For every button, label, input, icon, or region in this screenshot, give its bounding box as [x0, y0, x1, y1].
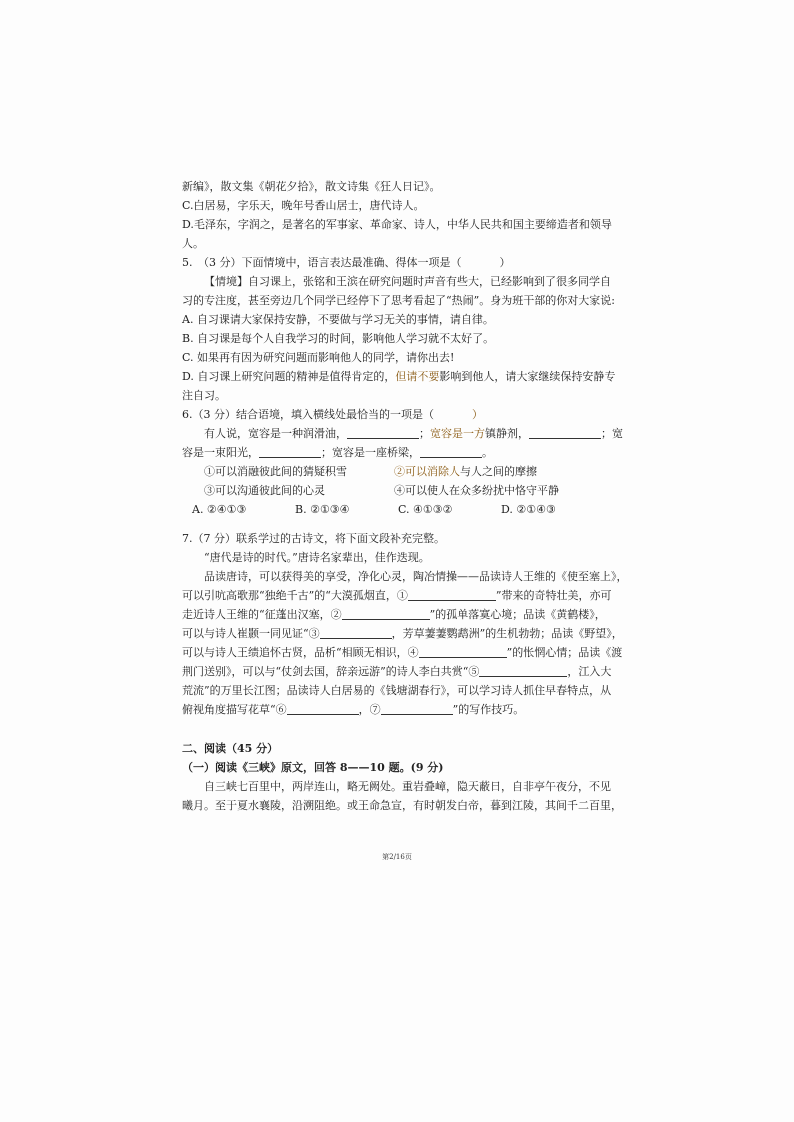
q6-option-c: C. ④①③②: [398, 503, 453, 516]
q5-option-d-text-end: 影响到他人，请大家继续保持安静专: [439, 370, 616, 383]
q7-text: ”的怅惘心情；品读《渡: [506, 646, 623, 659]
q6-text: 镇静剂，: [485, 427, 529, 440]
q6-option-b: B. ②①③④: [295, 503, 350, 516]
q6-text: ；: [419, 427, 430, 440]
question-5-stem: [182, 253, 618, 272]
q6-highlight: 宽容是一方: [430, 427, 485, 440]
text-line: C.白居易，字乐天，晚年号香山居士，唐代诗人。: [182, 199, 425, 212]
q7-text: 荆门送别》，可以与“仗剑去国，辞亲远游”的诗人李白共赏“⑤: [182, 665, 480, 678]
answer-blank[interactable]: [381, 702, 453, 715]
answer-blank[interactable]: [479, 664, 567, 677]
q7-text: 可以与诗人王绩追怀古贤，品析“相顾无相识，④: [182, 646, 419, 659]
question-6-stem: [182, 405, 618, 424]
q6-choice-1: ①可以消融彼此间的猜疑积雪: [204, 465, 347, 478]
q5-option-d-highlight: 但请不要: [395, 370, 440, 383]
subsection-title: （一）阅读《三峡》原文，回答 8——10 题。(9 分): [182, 761, 444, 774]
q6-text: 有人说，宽容是一种润滑油，: [204, 427, 347, 440]
q6-text: 容是一束阳光，: [182, 446, 259, 459]
q6-choice-2-highlight: ②可以消除人: [394, 465, 460, 478]
q6-text: ；宽: [601, 427, 623, 440]
q6-choice-2-text: 与人之间的摩擦: [460, 465, 537, 478]
q6-choice-2: [394, 462, 537, 481]
q7-text: ，⑦: [358, 703, 381, 716]
q7-text: ”的孤单落寞心境；品读《黄鹤楼》，: [429, 608, 606, 621]
q7-line: “唐代是诗的时代。”唐诗名家辈出，佳作迭现。: [204, 551, 430, 564]
q5-stem-text: 5. （3 分）下面情境中，语言表达最准确、得体一项是（: [182, 256, 462, 269]
q7-line: [182, 662, 618, 681]
q7-line: [182, 605, 618, 624]
answer-blank[interactable]: [408, 588, 496, 601]
q6-sentence-line: [182, 424, 623, 443]
q6-option-a: A. ②④①③: [192, 503, 247, 516]
answer-blank[interactable]: [419, 645, 507, 658]
page-number: 第2/16页: [382, 853, 412, 861]
q7-text: 可以与诗人崔颢一同见证“③: [182, 627, 320, 640]
q7-text: ”的写作技巧。: [452, 703, 525, 716]
answer-blank[interactable]: [420, 445, 482, 458]
q7-line: [182, 624, 623, 643]
q7-text: 俯视角度描写花草“⑥: [182, 703, 287, 716]
q6-sentence-line: [182, 443, 618, 462]
question-7-stem: 7.（7 分）联系学过的古诗文，将下面文段补充完整。: [182, 532, 445, 545]
q5-stem-end: ）: [499, 256, 511, 269]
answer-blank[interactable]: [287, 702, 359, 715]
q7-line: [182, 700, 618, 719]
q6-choice-row: [182, 481, 618, 500]
text-line: 人。: [182, 237, 204, 250]
q7-line: 荒流”的万里长江图；品读诗人白居易的《钱塘湖春行》，可以学习诗人抓住早春特点，从: [182, 684, 612, 697]
q5-option-a: A. 自习课请大家保持安静，不要做与学习无关的事情，请自律。: [182, 313, 494, 326]
q5-option-c: C. 如果再有因为研究问题而影响他人的同学，请你出去!: [182, 351, 455, 364]
q7-line: [182, 643, 623, 662]
answer-blank[interactable]: [347, 426, 419, 439]
q7-text: 走近诗人王维的“征蓬出汉塞，②: [182, 608, 342, 621]
q5-context-line: 【情境】自习课上，张铭和王滨在研究问题时声音有些大，已经影响到了很多同学自: [204, 275, 611, 288]
q5-option-d: [182, 367, 618, 386]
answer-blank[interactable]: [320, 626, 392, 639]
answer-blank[interactable]: [529, 426, 601, 439]
q6-option-d: D. ②①④③: [501, 503, 556, 516]
q7-text: ，芳草萋萋鹦鹉洲”的生机勃勃；品读《野望》，: [391, 627, 623, 640]
q6-text: 。: [482, 446, 493, 459]
section-title: 二、阅读（45 分）: [182, 742, 279, 755]
answer-blank[interactable]: [342, 607, 430, 620]
q6-options: [182, 500, 618, 519]
q7-text: ”带来的奇特壮美，亦可: [495, 589, 612, 602]
q5-option-b: B. 自习课是每个人自我学习的时间，影响他人学习就不太好了。: [182, 332, 495, 345]
answer-blank[interactable]: [259, 445, 321, 458]
q5-option-d-cont: 注自习。: [182, 389, 226, 402]
passage-line: 自三峡七百里中，两岸连山，略无阙处。重岩叠嶂，隐天蔽日，自非亭午夜分，不见: [204, 780, 611, 793]
text-line: 新编》，散文集《朝花夕拾》，散文诗集《狂人日记》。: [182, 180, 441, 193]
q7-line: 品读唐诗，可以获得美的享受，净化心灵，陶冶情操——品读诗人王维的《使至塞上》，: [204, 570, 628, 583]
q6-choice-3: ③可以沟通彼此间的心灵: [204, 484, 325, 497]
q5-option-d-text: D. 自习课上研究问题的精神是值得肯定的，: [182, 370, 396, 383]
q6-choice-4: ④可以使人在众多纷扰中恪守平静: [394, 484, 559, 497]
q6-text: ；宽容是一座桥梁，: [321, 446, 420, 459]
q7-text: ，江入大: [567, 665, 612, 678]
q5-context-line: 习的专注度，甚至旁边几个同学已经停下了思考看起了“热闹”。身为班干部的你对大家说:: [182, 294, 615, 307]
passage-line: 曦月。至于夏水襄陵，沿溯阻绝。或王命急宣，有时朝发白帝，暮到江陵，其间千二百里，: [182, 799, 622, 812]
q6-choice-row: [182, 462, 618, 481]
q7-text: 可以引吭高歌那“独绝千古”的“大漠孤烟直，①: [182, 589, 408, 602]
page-content: [182, 177, 628, 815]
text-line: D.毛泽东，字润之，是著名的军事家、革命家、诗人，中华人民共和国主要缔造者和领导: [182, 218, 612, 231]
q6-stem-text: 6.（3 分）结合语境，填入横线处最恰当的一项是（: [182, 408, 434, 421]
q6-stem-end: ）: [472, 408, 483, 421]
q7-line: [182, 586, 618, 605]
